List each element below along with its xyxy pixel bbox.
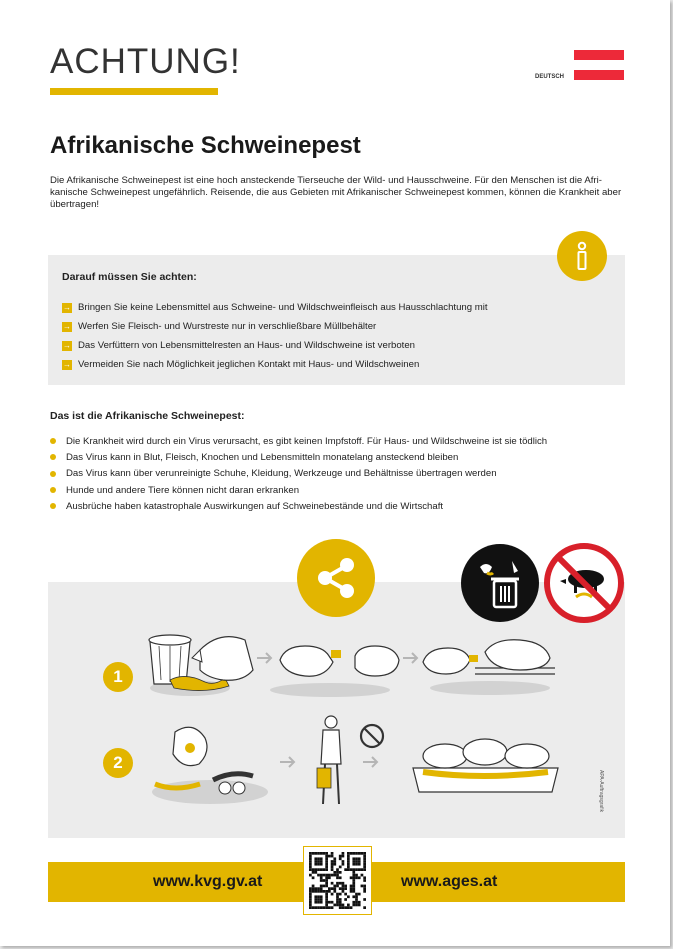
qr-code-frame <box>303 846 372 915</box>
bullet-icon <box>50 487 56 493</box>
list-item-text: Das Verfüttern von Lebensmittelresten an Haus- und Wildschweine ist verboten <box>78 340 416 351</box>
arrow-right-icon: → <box>63 359 71 369</box>
list-item-text: Hunde und andere Tiere können nicht daran erkranken <box>66 484 300 496</box>
bullet-icon <box>50 503 56 509</box>
list-item-text: Werfen Sie Fleisch- und Wurstreste nur in verschließbare Müllbehälter <box>78 321 377 332</box>
arrow-right-icon: → <box>63 302 71 312</box>
list-item <box>62 317 488 336</box>
ages-website-link[interactable]: www.ages.at <box>401 873 498 890</box>
list-item-text: Das Virus kann in Blut, Fleisch, Knochen und Lebensmitteln monatelang ansteckend bleiben <box>66 451 459 463</box>
list-item-text: Die Krankheit wird durch ein Virus verursacht, es gibt keinen Impfstoff. Für Haus- und Wildschweine ist sie tödlich <box>66 435 548 447</box>
kvg-website-link[interactable]: www.kvg.gv.at <box>153 873 263 890</box>
facts-title: Das ist die Afrikanische Schweinepest: <box>50 410 245 422</box>
share-icon <box>296 538 376 618</box>
bullet-icon <box>50 454 56 460</box>
list-item-text: Ausbrüche haben katastrophale Auswirkungen auf Schweinebestände und die Wirtschaft <box>66 500 444 512</box>
list-item <box>50 466 547 482</box>
list-item <box>62 336 488 355</box>
info-list <box>62 298 488 374</box>
list-item-text: Bringen Sie keine Lebensmittel aus Schweine- und Wildschweinfleisch aus Hausschlachtung mit <box>78 302 488 313</box>
language-label: DEUTSCH <box>535 74 565 80</box>
list-item-text: Das Virus kann über verunreinigte Schuhe, Kleidung, Werkzeuge und Behältnisse übertragen werden <box>66 468 497 480</box>
intro-paragraph: Die Afrikanische Schweinepest ist eine hoch ansteckende Tierseuche der Wild- und Hausschweine. Für den Menschen ist die Afri-kanische Schweinepest ungefährlich. Reisende, die aus Gebieten mit Afrikanischer Schweinepest kommen, können die Krankheit aber übertragen! <box>50 175 622 210</box>
page-title: Afrikanische Schweinepest <box>50 132 361 159</box>
achtung-underline <box>50 88 218 95</box>
achtung-heading: ACHTUNG! <box>50 42 241 81</box>
transmission-row-1-illustration <box>145 610 565 710</box>
transmission-row-2-illustration <box>145 712 565 812</box>
list-item <box>50 433 547 449</box>
arrow-right-icon: → <box>63 321 71 331</box>
step-1-number: 1 <box>113 667 123 686</box>
illustration-credit: APA-Auftragsgrafik <box>598 770 604 813</box>
list-item <box>62 355 488 374</box>
austria-flag-icon <box>574 50 624 80</box>
info-icon <box>557 231 607 281</box>
list-item <box>50 482 547 498</box>
step-2-number: 2 <box>113 753 123 772</box>
list-item <box>50 498 547 514</box>
bullet-icon <box>50 471 56 477</box>
qr-code-icon[interactable] <box>309 852 366 909</box>
facts-list <box>50 433 547 514</box>
bullet-icon <box>50 438 56 444</box>
list-item-text: Vermeiden Sie nach Möglichkeit jeglichen Kontakt mit Haus- und Wildschweinen <box>78 359 420 370</box>
list-item <box>62 298 488 317</box>
list-item <box>50 449 547 465</box>
info-box-title: Darauf müssen Sie achten: <box>62 271 197 283</box>
arrow-right-icon: → <box>63 340 71 350</box>
